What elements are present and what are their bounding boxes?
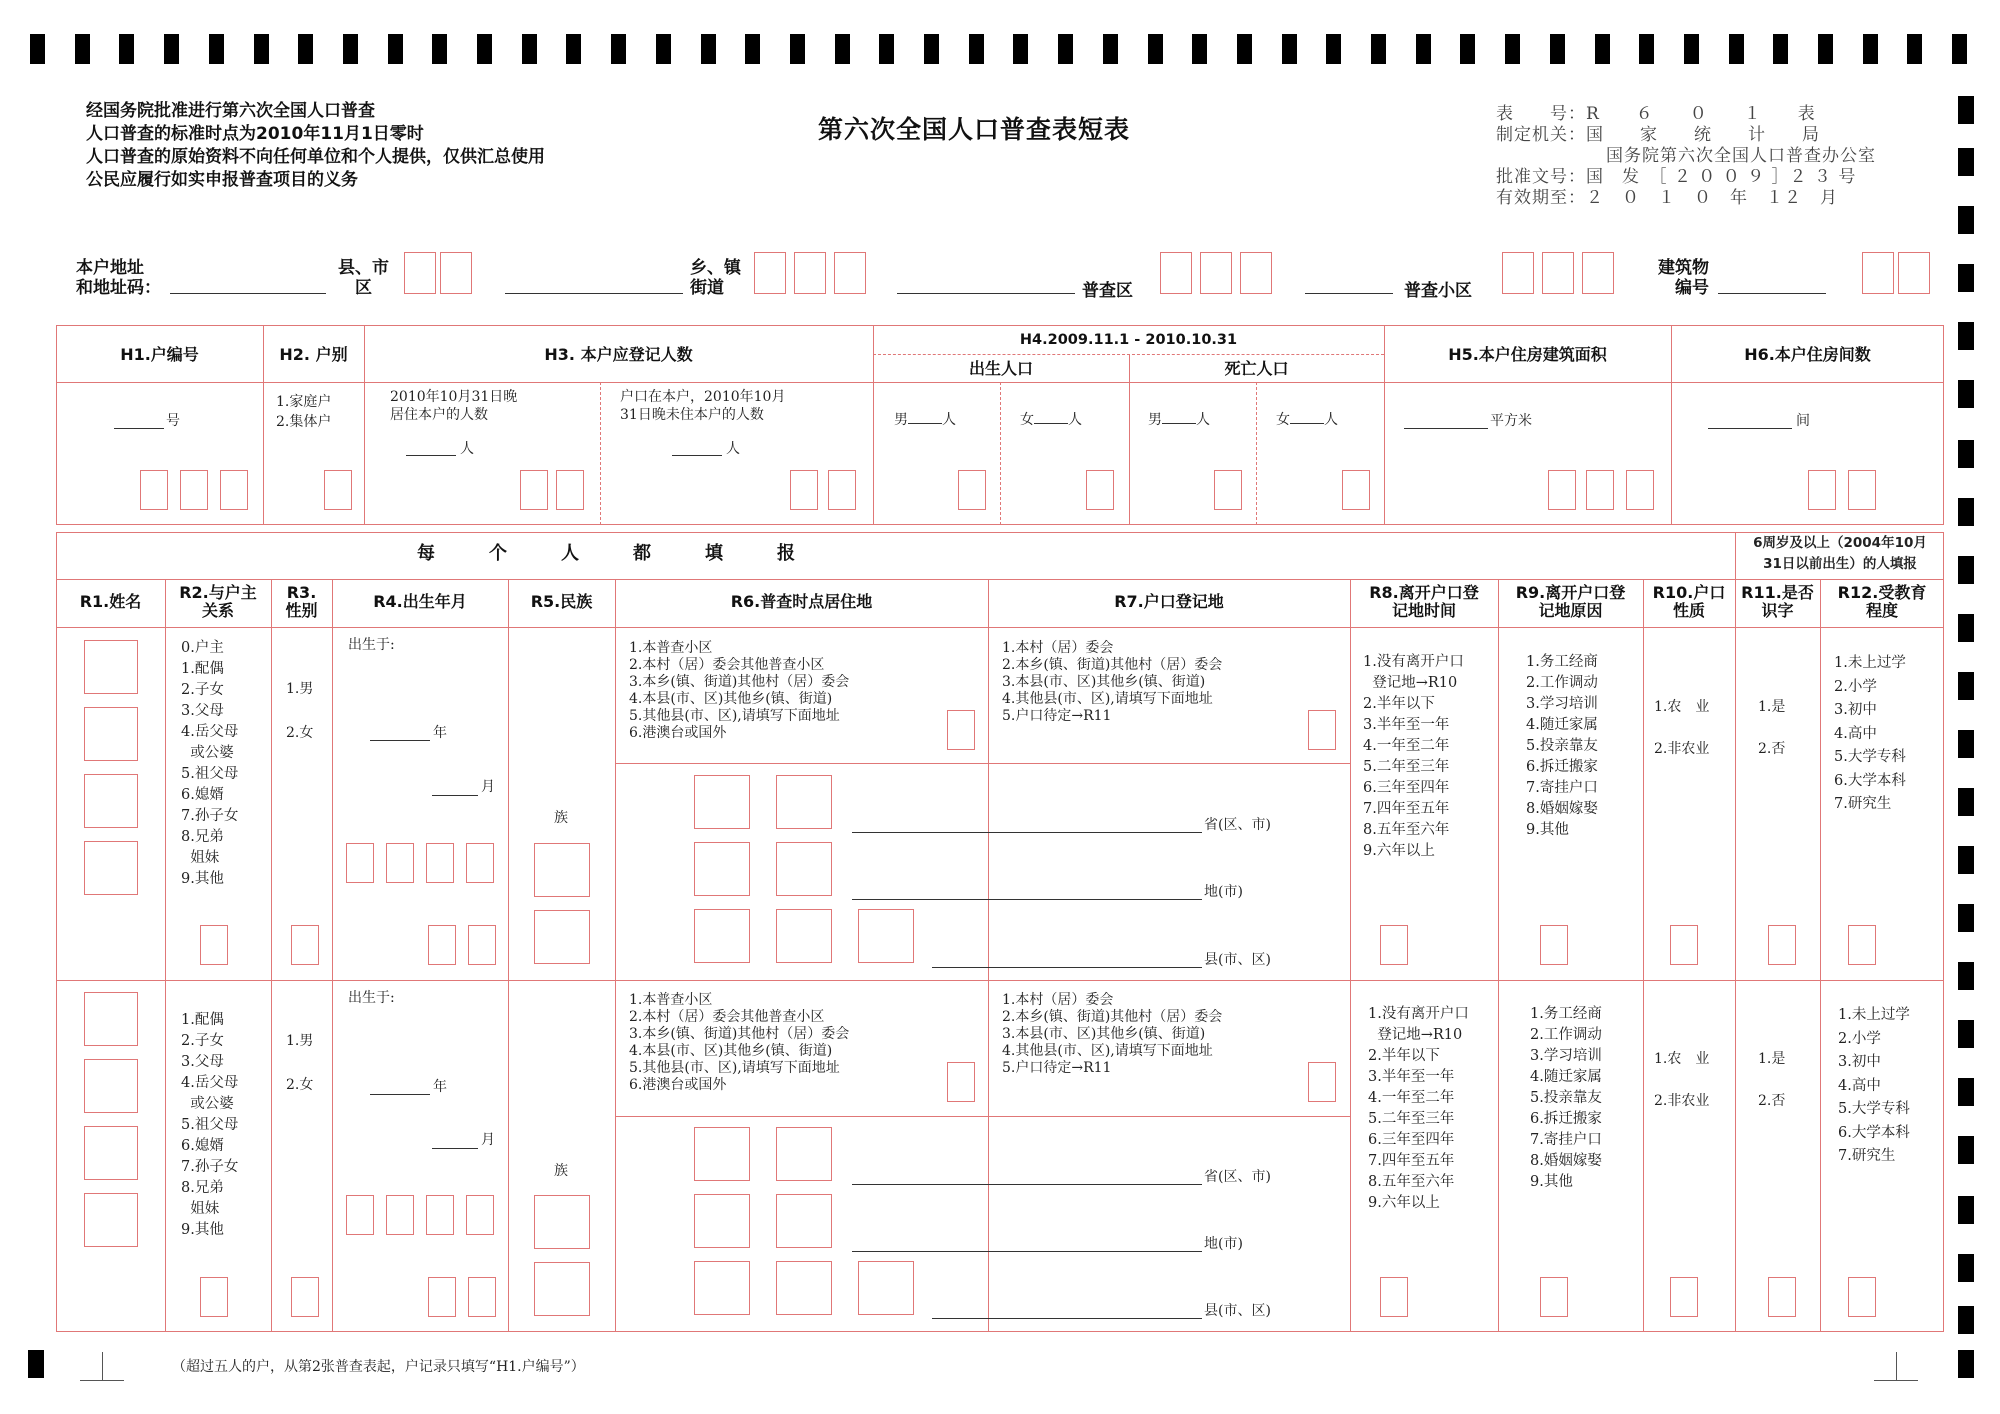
header-h2: H2. 户别 <box>279 345 348 364</box>
city-code-box[interactable] <box>694 1194 750 1248</box>
timing-mark <box>1773 34 1788 64</box>
timing-mark <box>1958 1020 1974 1048</box>
h3a-label: 2010年10月31日晚 居住本户的人数 <box>390 389 518 423</box>
timing-mark <box>1192 34 1207 64</box>
timing-mark <box>1958 206 1974 234</box>
timing-mark <box>1416 34 1431 64</box>
address-line[interactable] <box>170 293 326 294</box>
address-label: 本户地址 和地址码： <box>76 258 161 298</box>
r8-code-box[interactable] <box>1380 925 1408 965</box>
city-code-box[interactable] <box>694 842 750 896</box>
col-r8: R8.离开户口登 记地时间 <box>1369 583 1479 620</box>
prov-label: 省(区、市) <box>1204 817 1271 833</box>
timing-mark <box>164 34 179 64</box>
prov-input[interactable] <box>852 832 1202 833</box>
r11-option: 1.是 <box>1758 699 1786 715</box>
birth-code-box[interactable] <box>346 843 374 883</box>
timing-mark <box>1729 34 1744 64</box>
h5-code-box[interactable] <box>1586 470 1614 510</box>
subdistrict-code-box[interactable] <box>1582 252 1614 294</box>
timing-mark <box>522 34 537 64</box>
county-code-box[interactable] <box>694 909 750 963</box>
county-code-box[interactable] <box>858 909 914 963</box>
name-box[interactable] <box>84 1059 138 1113</box>
timing-mark <box>969 34 984 64</box>
ethnic-label: 族 <box>554 810 568 826</box>
r11-code-box[interactable] <box>1768 1277 1796 1317</box>
section-title: 每 个 人 都 填 报 <box>417 543 795 564</box>
prov-code-box[interactable] <box>694 775 750 829</box>
col-r3: R3. 性别 <box>285 583 318 620</box>
county-code-box[interactable] <box>776 1261 832 1315</box>
h4-death-male: 男 人 <box>1148 412 1210 428</box>
timing-mark <box>1958 440 1974 468</box>
subdistrict-code-box[interactable] <box>1542 252 1574 294</box>
timing-mark <box>1505 34 1520 64</box>
r11-code-box[interactable] <box>1768 925 1796 965</box>
r7-options: 1.本村（居）委会 2.本乡(镇、街道)其他村（居）委会 3.本县(市、区)其他乡(镇、街道) 4.其他县(市、区),请填写下面地址 5.户口待定→R11 <box>1002 640 1223 724</box>
town-code-box[interactable] <box>754 252 786 294</box>
r12-options: 1.未上过学 2.小学 3.初中 4.高中 5.大学专科 6.大学本科 7.研究生 <box>1838 1007 1910 1164</box>
notice-line: 人口普查的原始资料不向任何单位和个人提供，仅供汇总使用 <box>86 147 545 167</box>
h3b-code-box[interactable] <box>790 470 818 510</box>
crop-mark <box>1874 1380 1918 1381</box>
name-box[interactable] <box>84 774 138 828</box>
r2-code-box[interactable] <box>200 925 228 965</box>
county-input[interactable] <box>932 1318 1202 1319</box>
header-h4-death: 死亡人口 <box>1224 359 1289 378</box>
city-code-box[interactable] <box>776 1194 832 1248</box>
timing-mark <box>1639 34 1654 64</box>
county-label: 县、市 区 <box>338 258 389 298</box>
header-h6: H6.本户住房间数 <box>1744 345 1871 364</box>
timing-mark <box>566 34 581 64</box>
timing-mark <box>298 34 313 64</box>
name-box[interactable] <box>84 640 138 694</box>
timing-mark <box>388 34 403 64</box>
col-r4: R4.出生年月 <box>373 592 467 611</box>
birth-code-box[interactable] <box>466 843 494 883</box>
meta-row: 制定机关：国 家 统 计 局 <box>1496 125 1820 145</box>
col-r1: R1.姓名 <box>79 592 142 611</box>
address-line[interactable] <box>1305 293 1393 294</box>
h4-death-female: 女 人 <box>1276 412 1338 428</box>
h5-code-box[interactable] <box>1548 470 1576 510</box>
subdistrict-label: 普查小区 <box>1404 281 1472 301</box>
r6-code-box[interactable] <box>947 710 975 750</box>
h4-birth-male: 男 人 <box>894 412 956 428</box>
city-label: 地(市) <box>1204 1236 1243 1252</box>
timing-mark <box>1371 34 1386 64</box>
timing-mark <box>1958 614 1974 642</box>
h2-code-box[interactable] <box>324 470 352 510</box>
timing-mark <box>1958 148 1974 176</box>
r10-option: 1.农 业 <box>1654 1051 1710 1067</box>
r2-options: 0.户主 1.配偶 2.子女 3.父母 4.岳父母 或公婆 5.祖父母 6.媳婿 7.孙子女 8.兄弟 姐妹 9.其他 <box>181 640 239 887</box>
r10-option: 2.非农业 <box>1654 1093 1710 1109</box>
prov-input[interactable] <box>852 1184 1202 1185</box>
col-r2: R2.与户主 关系 <box>179 583 257 620</box>
timing-mark <box>1595 34 1610 64</box>
timing-mark <box>1958 1306 1974 1334</box>
birth-code-box[interactable] <box>428 1277 456 1317</box>
header-h4: H4.2009.11.1 - 2010.10.31 <box>1019 332 1238 348</box>
h5-unit: 平方米 <box>1490 413 1532 429</box>
name-box[interactable] <box>84 841 138 895</box>
timing-mark <box>1958 556 1974 584</box>
h4-death-male-box[interactable] <box>1214 470 1242 510</box>
born-label: 出生于: <box>348 990 395 1006</box>
city-code-box[interactable] <box>776 842 832 896</box>
timing-mark <box>209 34 224 64</box>
month-input[interactable] <box>432 795 478 796</box>
meta-row: 有效期至：２ ０ １ ０ 年 １２ 月 <box>1496 188 1838 208</box>
age-note: 6周岁及以上（2004年10月 31日以前出生）的人填报 <box>1753 535 1927 572</box>
city-input[interactable] <box>852 1251 1202 1252</box>
address-line[interactable] <box>1718 293 1826 294</box>
r6-options: 1.本普查小区 2.本村（居）委会其他普查小区 3.本乡(镇、街道)其他村（居）委会 4.本县(市、区)其他乡(镇、街道) 5.其他县(市、区),请填写下面地址 6.港澳台或国外 <box>629 992 850 1093</box>
timing-mark <box>1958 498 1974 526</box>
h1-input[interactable] <box>114 428 164 429</box>
month-input[interactable] <box>432 1148 478 1149</box>
district-code-box[interactable] <box>1160 252 1192 294</box>
county-code-box[interactable] <box>404 252 436 294</box>
h4-birth-female-box[interactable] <box>1086 470 1114 510</box>
timing-mark <box>1958 96 1974 124</box>
r3-male: 1.男 <box>286 1033 314 1049</box>
h1-code-box[interactable] <box>140 470 168 510</box>
r10-option: 1.农 业 <box>1654 699 1710 715</box>
timing-mark <box>1958 962 1974 990</box>
district-label: 普查区 <box>1082 281 1133 301</box>
notice-line: 公民应履行如实申报普查项目的义务 <box>86 170 358 190</box>
col-r5: R5.民族 <box>530 592 593 611</box>
timing-mark <box>1818 34 1833 64</box>
timing-mark <box>1958 380 1974 408</box>
timing-mark <box>611 34 626 64</box>
month-label: 月 <box>481 1132 495 1148</box>
timing-mark <box>1958 672 1974 700</box>
timing-mark <box>835 34 850 64</box>
prov-label: 省(区、市) <box>1204 1169 1271 1185</box>
r11-option: 2.否 <box>1758 1093 1786 1109</box>
timing-mark <box>254 34 269 64</box>
ethnic-code-box[interactable] <box>534 1195 590 1249</box>
name-box[interactable] <box>84 707 138 761</box>
timing-mark <box>745 34 760 64</box>
timing-mark <box>1958 1196 1974 1224</box>
r9-code-box[interactable] <box>1540 1277 1568 1317</box>
birth-code-box[interactable] <box>428 925 456 965</box>
timing-mark <box>119 34 134 64</box>
h1-code-box[interactable] <box>220 470 248 510</box>
county-input[interactable] <box>932 967 1202 968</box>
birth-code-box[interactable] <box>468 1277 496 1317</box>
ethnic-label: 族 <box>554 1163 568 1179</box>
col-r12: R12.受教育 程度 <box>1837 583 1927 620</box>
h3a-input[interactable] <box>406 455 456 456</box>
ethnic-code-box[interactable] <box>534 1262 590 1316</box>
header-h4-birth: 出生人口 <box>968 359 1033 378</box>
r11-option: 2.否 <box>1758 741 1786 757</box>
crop-mark <box>102 1352 103 1380</box>
r10-code-box[interactable] <box>1670 1277 1698 1317</box>
address-line[interactable] <box>897 293 1075 294</box>
timing-mark <box>1958 730 1974 758</box>
timing-mark <box>701 34 716 64</box>
header-h3: H3. 本户应登记人数 <box>544 345 693 364</box>
county-code-box[interactable] <box>440 252 472 294</box>
timing-mark <box>1958 1078 1974 1106</box>
r7-code-box[interactable] <box>1308 1062 1336 1102</box>
timing-mark <box>1237 34 1252 64</box>
birth-code-box[interactable] <box>426 843 454 883</box>
meta-row: 表 号：R ６ ０ １ 表 <box>1496 104 1816 124</box>
building-label: 建筑物 编号 <box>1658 258 1709 298</box>
subdistrict-code-box[interactable] <box>1502 252 1534 294</box>
h4-birth-male-box[interactable] <box>958 470 986 510</box>
corner-mark-bottom-right <box>1958 1350 1974 1378</box>
birth-code-box[interactable] <box>386 843 414 883</box>
crop-mark <box>80 1380 124 1381</box>
timing-mark <box>1460 34 1475 64</box>
timing-mark <box>1103 34 1118 64</box>
r2-options: 1.配偶 2.子女 3.父母 4.岳父母 或公婆 5.祖父母 6.媳婿 7.孙子女 8.兄弟 姐妹 9.其他 <box>181 1012 239 1238</box>
r12-code-box[interactable] <box>1848 1277 1876 1317</box>
meta-row: 批准文号：国 发 ［ ２ ０ ０ ９ ］２ ３ 号 <box>1496 167 1857 187</box>
prov-code-box[interactable] <box>694 1127 750 1181</box>
timing-mark <box>1013 34 1028 64</box>
district-code-box[interactable] <box>1240 252 1272 294</box>
timing-mark <box>1958 322 1974 350</box>
r6-options: 1.本普查小区 2.本村（居）委会其他普查小区 3.本乡(镇、街道)其他村（居）委会 4.本县(市、区)其他乡(镇、街道) 5.其他县(市、区),请填写下面地址 6.港澳台或国外 <box>629 640 850 741</box>
header-h1: H1.户编号 <box>120 345 199 364</box>
col-r6: R6.普查时点居住地 <box>730 592 873 611</box>
r3-female: 2.女 <box>286 1077 314 1093</box>
timing-mark <box>1958 788 1974 816</box>
r9-code-box[interactable] <box>1540 925 1568 965</box>
h3b-code-box[interactable] <box>828 470 856 510</box>
timing-mark <box>1907 34 1922 64</box>
timing-mark <box>1863 34 1878 64</box>
r8-options: 1.没有离开户口 登记地→R10 2.半年以下 3.半年至一年 4.一年至二年 5.二年至三年 6.三年至四年 7.四年至五年 8.五年至六年 9.六年以上 <box>1368 1006 1469 1211</box>
r8-code-box[interactable] <box>1380 1277 1408 1317</box>
year-input[interactable] <box>370 740 430 741</box>
county-label: 县(市、区) <box>1204 1303 1271 1319</box>
r11-option: 1.是 <box>1758 1051 1786 1067</box>
meta-row: 国务院第六次全国人口普查办公室 <box>1606 146 1876 166</box>
r3-code-box[interactable] <box>291 925 319 965</box>
birth-code-box[interactable] <box>466 1195 494 1235</box>
year-input[interactable] <box>370 1094 430 1095</box>
unit-label: 人 <box>460 441 474 457</box>
h4-death-female-box[interactable] <box>1342 470 1370 510</box>
footer-note: （超过五人的户，从第2张普查表起，户记录只填写“H1.户编号”） <box>172 1359 585 1375</box>
h5-input[interactable] <box>1404 428 1488 429</box>
h3a-code-box[interactable] <box>520 470 548 510</box>
timing-mark <box>1958 1254 1974 1282</box>
year-label: 年 <box>433 1079 447 1095</box>
county-label: 县(市、区) <box>1204 952 1271 968</box>
timing-mark <box>477 34 492 64</box>
notice-line: 经国务院批准进行第六次全国人口普查 <box>86 101 375 121</box>
town-code-box[interactable] <box>794 252 826 294</box>
col-r7: R7.户口登记地 <box>1114 592 1224 611</box>
r12-options: 1.未上过学 2.小学 3.初中 4.高中 5.大学专科 6.大学本科 7.研究生 <box>1834 655 1906 812</box>
r9-options: 1.务工经商 2.工作调动 3.学习培训 4.随迁家属 5.投亲靠友 6.拆迁搬家 7.寄挂户口 8.婚姻嫁娶 9.其他 <box>1526 654 1598 838</box>
timing-mark <box>1958 1136 1974 1164</box>
timing-mark <box>432 34 447 64</box>
h5-code-box[interactable] <box>1626 470 1654 510</box>
timing-mark <box>790 34 805 64</box>
timing-mark <box>1958 264 1974 292</box>
county-code-box[interactable] <box>776 909 832 963</box>
h3a-code-box[interactable] <box>556 470 584 510</box>
h2-options: 1.家庭户 2.集体户 <box>276 394 332 430</box>
h6-code-box[interactable] <box>1808 470 1836 510</box>
prov-code-box[interactable] <box>776 775 832 829</box>
h6-code-box[interactable] <box>1848 470 1876 510</box>
birth-code-box[interactable] <box>426 1195 454 1235</box>
timing-mark <box>1550 34 1565 64</box>
r10-code-box[interactable] <box>1670 925 1698 965</box>
corner-mark-bottom-left <box>28 1350 44 1378</box>
building-code-box[interactable] <box>1862 252 1894 294</box>
birth-code-box[interactable] <box>386 1195 414 1235</box>
ethnic-code-box[interactable] <box>534 910 590 964</box>
r9-options: 1.务工经商 2.工作调动 3.学习培训 4.随迁家属 5.投亲靠友 6.拆迁搬家 7.寄挂户口 8.婚姻嫁娶 9.其他 <box>1530 1006 1602 1190</box>
county-code-box[interactable] <box>858 1261 914 1315</box>
h3b-label: 户口在本户，2010年10月 31日晚未住本户的人数 <box>620 389 786 423</box>
timing-mark <box>1952 34 1967 64</box>
town-label: 乡、镇 街道 <box>690 258 741 298</box>
timing-mark <box>1148 34 1163 64</box>
timing-mark <box>1958 846 1974 874</box>
r8-options: 1.没有离开户口 登记地→R10 2.半年以下 3.半年至一年 4.一年至二年 5.二年至三年 6.三年至四年 7.四年至五年 8.五年至六年 9.六年以上 <box>1363 654 1464 859</box>
timing-mark <box>656 34 671 64</box>
town-code-box[interactable] <box>834 252 866 294</box>
form-title: 第六次全国人口普查表短表 <box>818 115 1131 144</box>
person-table <box>56 532 1944 1332</box>
r12-code-box[interactable] <box>1848 925 1876 965</box>
ethnic-code-box[interactable] <box>534 843 590 897</box>
city-label: 地(市) <box>1204 884 1243 900</box>
notice-block <box>86 100 545 192</box>
timing-mark <box>1058 34 1073 64</box>
h6-input[interactable] <box>1708 428 1792 429</box>
name-box[interactable] <box>84 992 138 1046</box>
timing-mark <box>1958 904 1974 932</box>
year-label: 年 <box>433 725 447 741</box>
prov-code-box[interactable] <box>776 1127 832 1181</box>
timing-mark <box>1282 34 1297 64</box>
r3-code-box[interactable] <box>291 1277 319 1317</box>
county-code-box[interactable] <box>694 1261 750 1315</box>
r3-female: 2.女 <box>286 725 314 741</box>
name-box[interactable] <box>84 1126 138 1180</box>
district-code-box[interactable] <box>1200 252 1232 294</box>
r7-code-box[interactable] <box>1308 710 1336 750</box>
timing-mark <box>75 34 90 64</box>
form-meta <box>1496 104 1891 209</box>
born-label: 出生于: <box>348 637 395 653</box>
timing-mark <box>879 34 894 64</box>
r2-code-box[interactable] <box>200 1277 228 1317</box>
name-box[interactable] <box>84 1193 138 1247</box>
timing-mark <box>343 34 358 64</box>
birth-code-box[interactable] <box>346 1195 374 1235</box>
r7-options: 1.本村（居）委会 2.本乡(镇、街道)其他村（居）委会 3.本县(市、区)其他乡(镇、街道) 4.其他县(市、区),请填写下面地址 5.户口待定→R11 <box>1002 992 1223 1076</box>
r3-male: 1.男 <box>286 681 314 697</box>
birth-code-box[interactable] <box>468 925 496 965</box>
timing-mark <box>1684 34 1699 64</box>
address-line[interactable] <box>505 293 683 294</box>
col-r10: R10.户口 性质 <box>1652 583 1726 620</box>
crop-mark <box>1896 1352 1897 1380</box>
city-input[interactable] <box>852 899 1202 900</box>
building-code-box[interactable] <box>1898 252 1930 294</box>
timing-mark <box>1326 34 1341 64</box>
col-r9: R9.离开户口登 记地原因 <box>1515 583 1626 620</box>
r10-option: 2.非农业 <box>1654 741 1710 757</box>
h4-birth-female: 女 人 <box>1020 412 1082 428</box>
timing-mark <box>924 34 939 64</box>
h1-unit: 号 <box>166 413 180 429</box>
notice-line: 人口普查的标准时点为2010年11月1日零时 <box>86 124 424 144</box>
month-label: 月 <box>481 779 495 795</box>
header-h5: H5.本户住房建筑面积 <box>1448 345 1607 364</box>
timing-mark <box>30 34 45 64</box>
r6-code-box[interactable] <box>947 1062 975 1102</box>
col-r11: R11.是否 识字 <box>1741 583 1814 620</box>
h3b-input[interactable] <box>672 455 722 456</box>
h6-unit: 间 <box>1796 413 1810 429</box>
unit-label: 人 <box>726 441 740 457</box>
h1-code-box[interactable] <box>180 470 208 510</box>
